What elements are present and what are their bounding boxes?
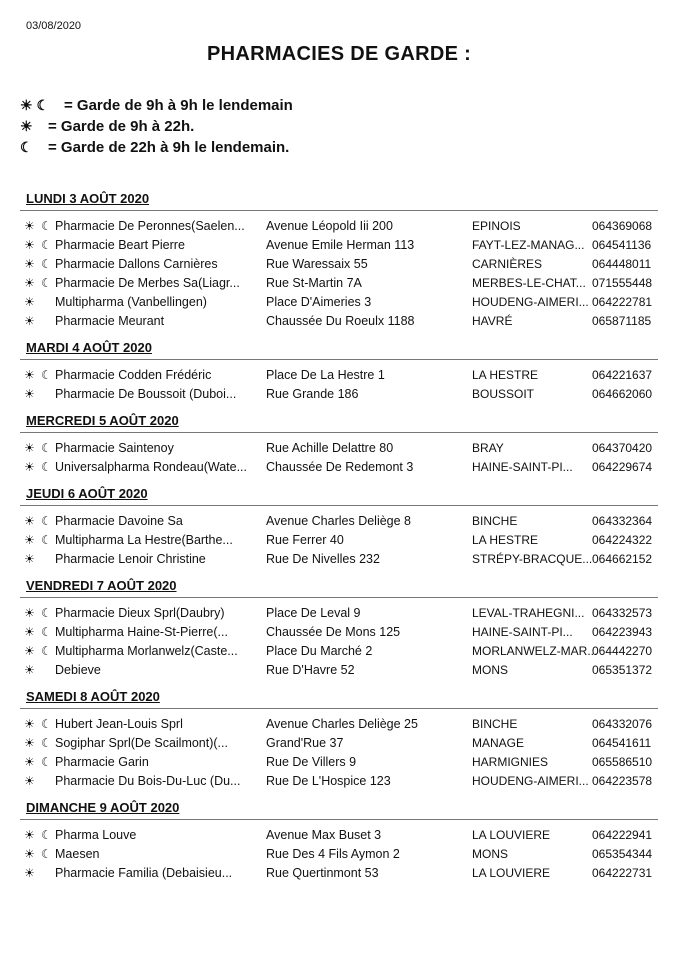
moon-icon: ☾ — [41, 755, 52, 769]
pharmacy-address: Chaussée De Mons 125 — [266, 625, 401, 639]
sun-icon: ☀ — [24, 387, 35, 401]
days-list — [0, 188, 678, 889]
pharmacy-phone: 065871185 — [592, 314, 652, 328]
duty-icons — [24, 312, 41, 331]
pharmacy-row — [0, 512, 678, 531]
pharmacy-row — [0, 550, 678, 569]
day-header: MERCREDI 5 AOÛT 2020 — [26, 413, 179, 428]
duty-icons — [24, 531, 53, 550]
day-section — [0, 483, 678, 575]
pharmacy-address: Place Du Marché 2 — [266, 644, 373, 658]
moon-icon: ☾ — [41, 460, 52, 474]
duty-icons — [24, 217, 53, 236]
pharmacy-phone: 064222731 — [592, 866, 653, 880]
pharmacy-phone: 064223578 — [592, 774, 653, 788]
pharmacy-name: Universalpharma Rondeau(Wate... — [55, 460, 247, 474]
pharmacy-address: Rue Quertinmont 53 — [266, 866, 379, 880]
pharmacy-name: Pharmacie Lenoir Christine — [55, 552, 206, 566]
sun-moon-icon: ☀ ☾ — [20, 97, 49, 113]
pharmacy-row — [0, 734, 678, 753]
sun-icon: ☀ — [24, 644, 35, 658]
pharmacy-city: BOUSSOIT — [472, 387, 535, 401]
day-section — [0, 337, 678, 410]
moon-icon: ☾ — [41, 238, 52, 252]
duty-icons — [24, 255, 53, 274]
sun-icon: ☀ — [20, 118, 33, 134]
moon-icon: ☾ — [41, 441, 52, 455]
day-section — [0, 410, 678, 483]
pharmacy-phone: 064370420 — [592, 441, 653, 455]
pharmacy-address: Avenue Emile Herman 113 — [266, 238, 415, 252]
moon-icon: ☾ — [41, 736, 52, 750]
pharmacy-row — [0, 604, 678, 623]
pharmacy-phone: 064222941 — [592, 828, 653, 842]
day-section — [0, 575, 678, 686]
pharmacy-phone: 065586510 — [592, 755, 653, 769]
pharmacy-phone: 064369068 — [592, 219, 653, 233]
pharmacy-address: Rue De L'Hospice 123 — [266, 774, 391, 788]
moon-icon: ☾ — [41, 717, 52, 731]
pharmacy-name: Maesen — [55, 847, 100, 861]
pharmacy-address: Chaussée Du Roeulx 1188 — [266, 314, 415, 328]
pharmacy-row — [0, 312, 678, 331]
pharmacy-address: Rue Des 4 Fils Aymon 2 — [266, 847, 400, 861]
pharmacy-city: FAYT-LEZ-MANAG... — [472, 238, 585, 252]
pharmacy-name: Pharmacie Meurant — [55, 314, 165, 328]
pharmacy-address: Place De La Hestre 1 — [266, 368, 385, 382]
pharmacy-city: MONS — [472, 847, 508, 861]
moon-icon: ☾ — [41, 606, 52, 620]
pharmacy-city: EPINOIS — [472, 219, 521, 233]
sun-icon: ☀ — [24, 238, 35, 252]
pharmacy-row — [0, 236, 678, 255]
pharmacy-row — [0, 293, 678, 312]
day-section — [0, 686, 678, 797]
duty-icons — [24, 715, 53, 734]
pharmacy-address: Rue De Nivelles 232 — [266, 552, 380, 566]
day-header: SAMEDI 8 AOÛT 2020 — [26, 689, 160, 704]
sun-icon: ☀ — [24, 276, 35, 290]
pharmacy-phone: 064332364 — [592, 514, 653, 528]
pharmacy-phone: 064541611 — [592, 736, 652, 750]
pharmacy-phone: 064541136 — [592, 238, 652, 252]
legend — [20, 95, 293, 158]
pharmacy-row — [0, 753, 678, 772]
pharmacy-address: Rue Grande 186 — [266, 387, 359, 401]
pharmacy-row — [0, 864, 678, 883]
pharmacy-row — [0, 385, 678, 404]
moon-icon: ☾ — [41, 828, 52, 842]
day-header: LUNDI 3 AOÛT 2020 — [26, 191, 150, 206]
duty-icons — [24, 366, 53, 385]
document-date: 03/08/2020 — [26, 20, 82, 32]
pharmacy-row — [0, 715, 678, 734]
pharmacy-address: Rue St-Martin 7A — [266, 276, 362, 290]
duty-icons — [24, 845, 53, 864]
page-title: PHARMACIES DE GARDE : — [206, 43, 472, 65]
duty-icons — [24, 604, 53, 623]
pharmacy-row — [0, 274, 678, 293]
pharmacy-name: Pharmacie De Boussoit (Duboi... — [55, 387, 237, 401]
pharmacy-city: HAINE-SAINT-PI... — [472, 625, 573, 639]
pharmacy-name: Hubert Jean-Louis Sprl — [55, 717, 183, 731]
pharmacy-name: Pharmacie Dallons Carnières — [55, 257, 218, 271]
pharmacy-name: Multipharma Haine-St-Pierre(... — [55, 625, 228, 639]
pharmacy-city: LA HESTRE — [472, 368, 539, 382]
sun-icon: ☀ — [24, 755, 35, 769]
pharmacy-row — [0, 255, 678, 274]
pharmacy-city: HOUDENG-AIMERI... — [472, 774, 589, 788]
pharmacy-name: Pharmacie Du Bois-Du-Luc (Du... — [55, 774, 241, 788]
legend-row — [20, 95, 293, 116]
pharmacy-phone: 065351372 — [592, 663, 653, 677]
pharmacy-row — [0, 642, 678, 661]
duty-icons — [24, 274, 53, 293]
pharmacy-phone: 064662060 — [592, 387, 653, 401]
pharmacy-name: Pharmacie Davoine Sa — [55, 514, 183, 528]
pharmacy-row — [0, 845, 678, 864]
pharmacy-address: Rue D'Havre 52 — [266, 663, 355, 677]
pharmacy-address: Rue Ferrer 40 — [266, 533, 344, 547]
pharmacy-name: Pharmacie De Peronnes(Saelen... — [55, 219, 245, 233]
pharmacy-city: LEVAL-TRAHEGNI... — [472, 606, 585, 620]
pharmacy-city: MONS — [472, 663, 508, 677]
day-section — [0, 797, 678, 889]
duty-icons — [24, 772, 41, 791]
pharmacy-city: MERBES-LE-CHAT... — [472, 276, 586, 290]
pharmacy-row — [0, 772, 678, 791]
duty-icons — [24, 864, 41, 883]
pharmacy-address: Avenue Charles Deliège 8 — [266, 514, 412, 528]
pharmacy-row — [0, 826, 678, 845]
duty-icons — [24, 661, 41, 680]
pharmacy-address: Avenue Max Buset 3 — [266, 828, 382, 842]
pharmacy-address: Rue Achille Delattre 80 — [266, 441, 394, 455]
pharmacy-name: Pharmacie De Merbes Sa(Liagr... — [55, 276, 240, 290]
pharmacy-address: Rue Waressaix 55 — [266, 257, 368, 271]
pharmacy-name: Multipharma (Vanbellingen) — [55, 295, 207, 309]
legend-row — [20, 137, 293, 158]
pharmacy-phone: 064224322 — [592, 533, 653, 547]
day-header: JEUDI 6 AOÛT 2020 — [26, 486, 148, 501]
sun-icon: ☀ — [24, 552, 35, 566]
pharmacy-city: STRÉPY-BRACQUE... — [472, 552, 593, 566]
pharmacy-row — [0, 623, 678, 642]
sun-icon: ☀ — [24, 533, 35, 547]
sun-icon: ☀ — [24, 663, 35, 677]
pharmacy-phone: 064332573 — [592, 606, 653, 620]
pharmacy-address: Chaussée De Redemont 3 — [266, 460, 414, 474]
spacer — [0, 883, 678, 889]
duty-icons — [24, 642, 53, 661]
pharmacy-row — [0, 217, 678, 236]
sun-icon: ☀ — [24, 314, 35, 328]
pharmacy-phone: 064662152 — [592, 552, 653, 566]
legend-text: = Garde de 9h à 9h le lendemain — [64, 97, 293, 114]
sun-icon: ☀ — [24, 368, 35, 382]
pharmacy-name: Pharmacie Saintenoy — [55, 441, 174, 455]
pharmacy-row — [0, 531, 678, 550]
day-header: DIMANCHE 9 AOÛT 2020 — [26, 800, 180, 815]
pharmacy-row — [0, 661, 678, 680]
pharmacy-name: Pharmacie Garin — [55, 755, 149, 769]
duty-icons — [24, 385, 41, 404]
duty-icons — [24, 623, 53, 642]
pharmacy-phone: 064448011 — [592, 257, 652, 271]
pharmacy-address: Place De Leval 9 — [266, 606, 361, 620]
sun-icon: ☀ — [24, 257, 35, 271]
sun-icon: ☀ — [24, 866, 35, 880]
pharmacy-phone: 065354344 — [592, 847, 653, 861]
sun-icon: ☀ — [24, 774, 35, 788]
moon-icon: ☾ — [41, 219, 52, 233]
sun-icon: ☀ — [24, 736, 35, 750]
pharmacy-row — [0, 439, 678, 458]
pharmacy-address: Avenue Charles Deliège 25 — [266, 717, 418, 731]
pharmacy-phone: 064222781 — [592, 295, 653, 309]
day-section — [0, 188, 678, 337]
moon-icon: ☾ — [41, 276, 52, 290]
pharmacy-city: BRAY — [472, 441, 504, 455]
duty-icons — [24, 458, 53, 477]
pharmacy-city: LA LOUVIERE — [472, 828, 551, 842]
pharmacy-name: Pharmacie Beart Pierre — [55, 238, 185, 252]
day-header: MARDI 4 AOÛT 2020 — [26, 340, 152, 355]
pharmacy-name: Multipharma La Hestre(Barthe... — [55, 533, 233, 547]
moon-icon: ☾ — [41, 847, 52, 861]
pharmacy-name: Pharma Louve — [55, 828, 137, 842]
moon-icon: ☾ — [41, 368, 52, 382]
sun-icon: ☀ — [24, 514, 35, 528]
moon-icon: ☾ — [41, 644, 52, 658]
pharmacy-city: MANAGE — [472, 736, 525, 750]
sun-icon: ☀ — [24, 625, 35, 639]
legend-text: = Garde de 9h à 22h. — [48, 118, 195, 135]
pharmacy-city: LA LOUVIERE — [472, 866, 551, 880]
pharmacy-city: HAINE-SAINT-PI... — [472, 460, 573, 474]
duty-icons — [24, 753, 53, 772]
pharmacy-name: Debieve — [55, 663, 101, 677]
pharmacy-city: CARNIÈRES — [472, 257, 543, 271]
day-header: VENDREDI 7 AOÛT 2020 — [26, 578, 177, 593]
sun-icon: ☀ — [24, 717, 35, 731]
moon-icon: ☾ — [41, 257, 52, 271]
sun-icon: ☀ — [24, 219, 35, 233]
sun-icon: ☀ — [24, 606, 35, 620]
pharmacy-row — [0, 458, 678, 477]
pharmacy-city: MORLANWELZ-MAR... — [472, 644, 598, 658]
pharmacy-name: Multipharma Morlanwelz(Caste... — [55, 644, 238, 658]
pharmacy-phone: 064221637 — [592, 368, 653, 382]
pharmacy-phone: 064223943 — [592, 625, 653, 639]
legend-text: = Garde de 22h à 9h le lendemain. — [48, 139, 290, 156]
duty-icons — [24, 826, 53, 845]
sun-icon: ☀ — [24, 460, 35, 474]
sun-icon: ☀ — [24, 847, 35, 861]
pharmacy-city: BINCHE — [472, 514, 518, 528]
pharmacy-name: Pharmacie Familia (Debaisieu... — [55, 866, 233, 880]
pharmacy-phone: 064332076 — [592, 717, 653, 731]
duty-icons — [24, 550, 41, 569]
pharmacy-address: Grand'Rue 37 — [266, 736, 344, 750]
moon-icon: ☾ — [20, 139, 33, 155]
pharmacy-city: HARMIGNIES — [472, 755, 549, 769]
legend-row — [20, 116, 293, 137]
pharmacy-city: HOUDENG-AIMERI... — [472, 295, 589, 309]
duty-icons — [24, 293, 41, 312]
pharmacy-city: LA HESTRE — [472, 533, 539, 547]
moon-icon: ☾ — [41, 533, 52, 547]
pharmacy-phone: 071555448 — [592, 276, 653, 290]
pharmacy-name: Sogiphar Sprl(De Scailmont)(... — [55, 736, 228, 750]
moon-icon: ☾ — [41, 625, 52, 639]
pharmacy-row — [0, 366, 678, 385]
pharmacy-address: Rue De Villers 9 — [266, 755, 357, 769]
sun-icon: ☀ — [24, 441, 35, 455]
pharmacy-name: Pharmacie Codden Frédéric — [55, 368, 212, 382]
moon-icon: ☾ — [41, 514, 52, 528]
duty-icons — [24, 439, 53, 458]
duty-icons — [24, 734, 53, 753]
pharmacy-phone: 064229674 — [592, 460, 653, 474]
pharmacy-phone: 064442270 — [592, 644, 653, 658]
sun-icon: ☀ — [24, 295, 35, 309]
pharmacy-city: HAVRÉ — [472, 314, 513, 328]
pharmacy-address: Avenue Léopold Iii 200 — [266, 219, 393, 233]
pharmacy-name: Pharmacie Dieux Sprl(Daubry) — [55, 606, 225, 620]
pharmacy-address: Place D'Aimeries 3 — [266, 295, 372, 309]
duty-icons — [24, 236, 53, 255]
duty-icons — [24, 512, 53, 531]
pharmacy-city: BINCHE — [472, 717, 518, 731]
sun-icon: ☀ — [24, 828, 35, 842]
